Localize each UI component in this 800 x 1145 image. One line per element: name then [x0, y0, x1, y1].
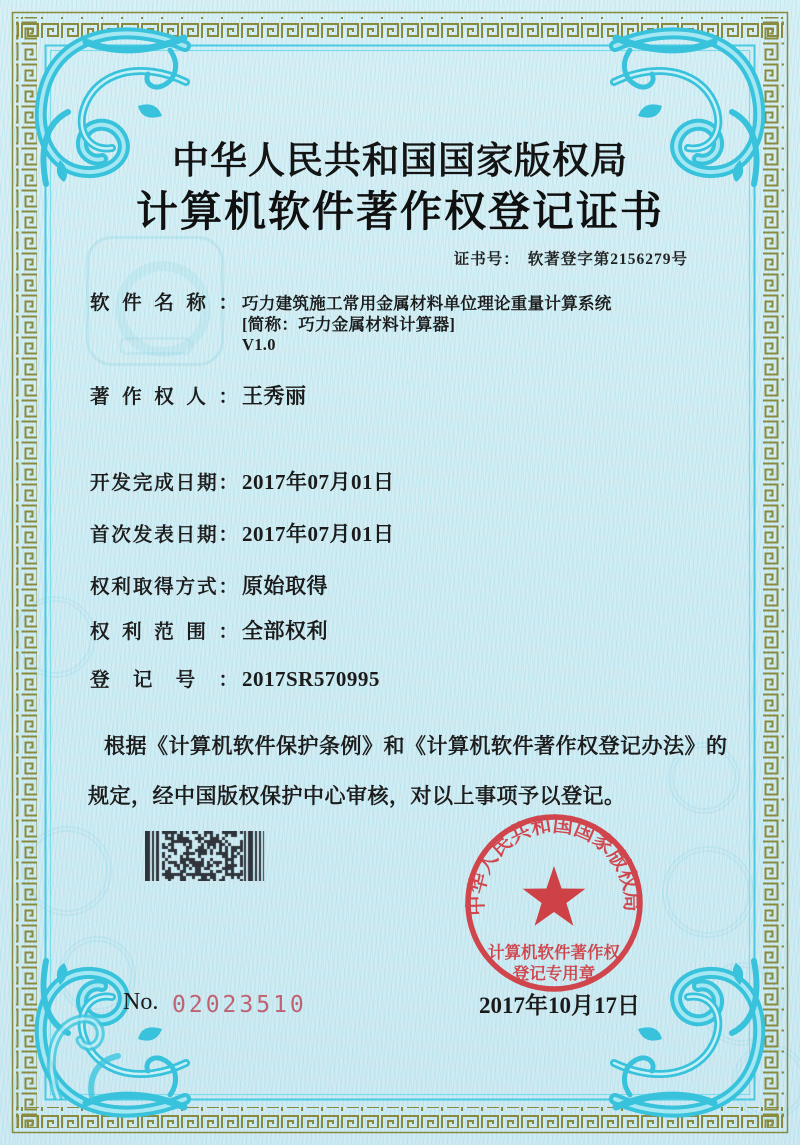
- field-row-rights-scope: [90, 615, 328, 645]
- software-name-value: [242, 294, 612, 356]
- official-seal: [459, 808, 649, 998]
- first-publish-date-value: 2017年07月01日: [242, 522, 395, 546]
- field-row-registration-no: [90, 664, 380, 692]
- certificate-number-line: [454, 247, 688, 269]
- registration-no-label: 登记号：: [90, 670, 238, 691]
- rights-scope-label: 权利范围：: [90, 622, 238, 643]
- certificate-number-label: 证书号：: [453, 251, 520, 268]
- rights-acquisition-value: 原始取得: [242, 574, 328, 598]
- author-label: 著作权人：: [90, 387, 238, 408]
- seal-caption-line2: 登记专用章: [512, 964, 596, 983]
- statement-line2: 规定，经中国版权保护中心审核，对以上事项予以登记。: [88, 784, 626, 808]
- seal-caption-line1: 计算机软件著作权: [488, 943, 620, 962]
- seal-star-icon: [523, 866, 586, 926]
- field-row-dev-complete-date: [90, 466, 395, 496]
- software-full-name: 巧力建筑施工常用金属材料单位理论重量计算系统: [242, 294, 612, 313]
- field-row-rights-acquisition: [90, 570, 328, 600]
- dev-complete-date-value: 2017年07月01日: [242, 470, 395, 494]
- statement-line1: 根据《计算机软件保护条例》和《计算机软件著作权登记办法》的: [104, 734, 728, 758]
- field-row-software-name: [90, 287, 612, 356]
- barcode: [145, 831, 267, 881]
- serial-number: 02023510: [172, 992, 307, 1018]
- authority-title: 中华人民共和国国家版权局: [172, 141, 628, 182]
- dev-complete-date-label: 开发完成日期：: [90, 473, 238, 494]
- field-row-author: [90, 380, 307, 410]
- software-version: V1.0: [242, 335, 276, 354]
- serial-no-label: No.: [123, 989, 159, 1015]
- rights-acquisition-label: 权利取得方式：: [90, 577, 238, 598]
- rights-scope-value: 全部权利: [242, 619, 328, 643]
- registration-no-value: 2017SR570995: [242, 667, 380, 691]
- certificate-number-value: 软著登字第2156279号: [527, 251, 688, 268]
- seal-ring-text: 中华人民共和国国家版权局: [463, 812, 645, 917]
- bottom-left-flourish: [28, 960, 148, 1100]
- author-value: 王秀丽: [242, 384, 307, 408]
- first-publish-date-label: 首次发表日期：: [90, 525, 238, 546]
- software-short-name: [简称：巧力金属材料计算器]: [242, 314, 456, 334]
- field-row-first-publish-date: [90, 518, 395, 548]
- certificate-title: 计算机软件著作权登记证书: [135, 190, 664, 236]
- issue-date: 2017年10月17日: [479, 993, 640, 1018]
- software-name-label: 软件名称：: [90, 293, 238, 314]
